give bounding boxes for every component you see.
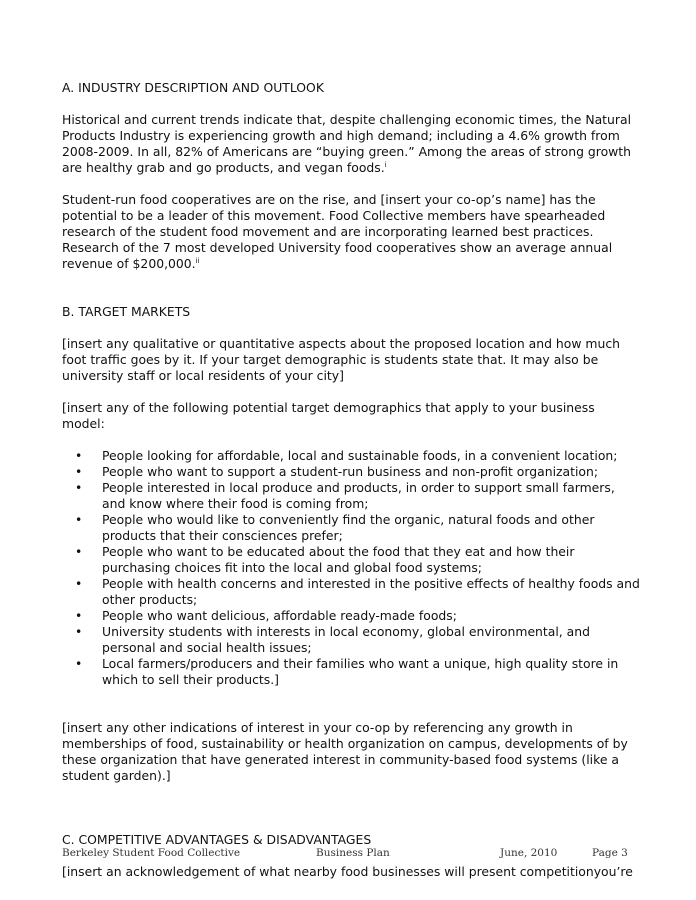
list-item: • People who want to support a student-run business and non-profit organization; — [102, 464, 640, 480]
section-a-heading: A. INDUSTRY DESCRIPTION AND OUTLOOK — [62, 80, 324, 95]
section-a-paragraph-2-text: Student-run food cooperatives are on the rise, and [insert your co-op’s name] has the potential to be a leader of this movement. Food Collective members have spearheaded research of the student food movement and are incorporating learned best practices. Research of the 7 most developed University food cooperatives show an average annual revenue of $200,000. — [62, 192, 613, 271]
section-b-paragraph-3: [insert any other indications of interest in your co-op by referencing any growth in memberships of food, sustainability or health organization on campus, developments of by these organization that have generated interest in community-based food systems (like a student garden).] — [62, 720, 628, 783]
section-b-heading: B. TARGET MARKETS — [62, 304, 191, 319]
page-content — [62, 80, 640, 896]
footer-page-number: Page 3 — [592, 847, 628, 859]
section-c-heading: C. COMPETITIVE ADVANTAGES & DISADVANTAGES — [62, 832, 372, 847]
endnote-ref-ii: ii — [195, 256, 200, 265]
list-item: • Local farmers/producers and their families who want a unique, high quality store in which to sell their products.] — [102, 656, 640, 688]
section-c-paragraph-1: [insert an acknowledgement of what nearby food businesses will present competitionyou’re — [62, 864, 633, 879]
endnote-ref-i: i — [384, 160, 387, 169]
list-item: • People who would like to conveniently find the organic, natural foods and other products that their consciences prefer; — [102, 512, 640, 544]
footer-document-title: Business Plan — [316, 847, 390, 859]
section-b-paragraph-2: [insert any of the following potential target demographics that apply to your business model: — [62, 400, 595, 431]
spacer — [62, 704, 640, 720]
spacer — [62, 800, 640, 832]
list-item: • People who want delicious, affordable ready-made foods; — [102, 608, 640, 624]
footer-date: June, 2010 — [500, 847, 558, 859]
section-a-paragraph-1-text: Historical and current trends indicate that, despite challenging economic times, the Natural Products Industry is experiencing growth and high demand; including a 4.6% growth from 2008-2009. In all, 82% of Americans are “buying green.” Among the areas of strong growth are healthy grab and go products, and vegan foods. — [62, 112, 632, 175]
section-a-paragraph-2 — [62, 192, 640, 272]
list-item: • People interested in local produce and products, in order to support small farmers, and know where their food is coming from; — [102, 480, 640, 512]
list-item: • People who want to be educated about the food that they eat and how their purchasing choices fit into the local and global food systems; — [102, 544, 640, 576]
spacer — [62, 288, 640, 304]
list-item: • People with health concerns and interested in the positive effects of healthy foods and other products; — [102, 576, 640, 608]
footer-organization: Berkeley Student Food Collective — [62, 847, 241, 859]
section-a-paragraph-1 — [62, 112, 640, 176]
list-item: • People looking for affordable, local and sustainable foods, in a convenient location; — [102, 448, 640, 464]
section-b-paragraph-1: [insert any qualitative or quantitative aspects about the proposed location and how much foot traffic goes by it. If your target demographic is students state that. It may also be university staff or local residents of your city] — [62, 336, 620, 383]
list-item: • University students with interests in local economy, global environmental, and personal and social health issues; — [102, 624, 640, 656]
target-demographics-list — [62, 448, 640, 688]
